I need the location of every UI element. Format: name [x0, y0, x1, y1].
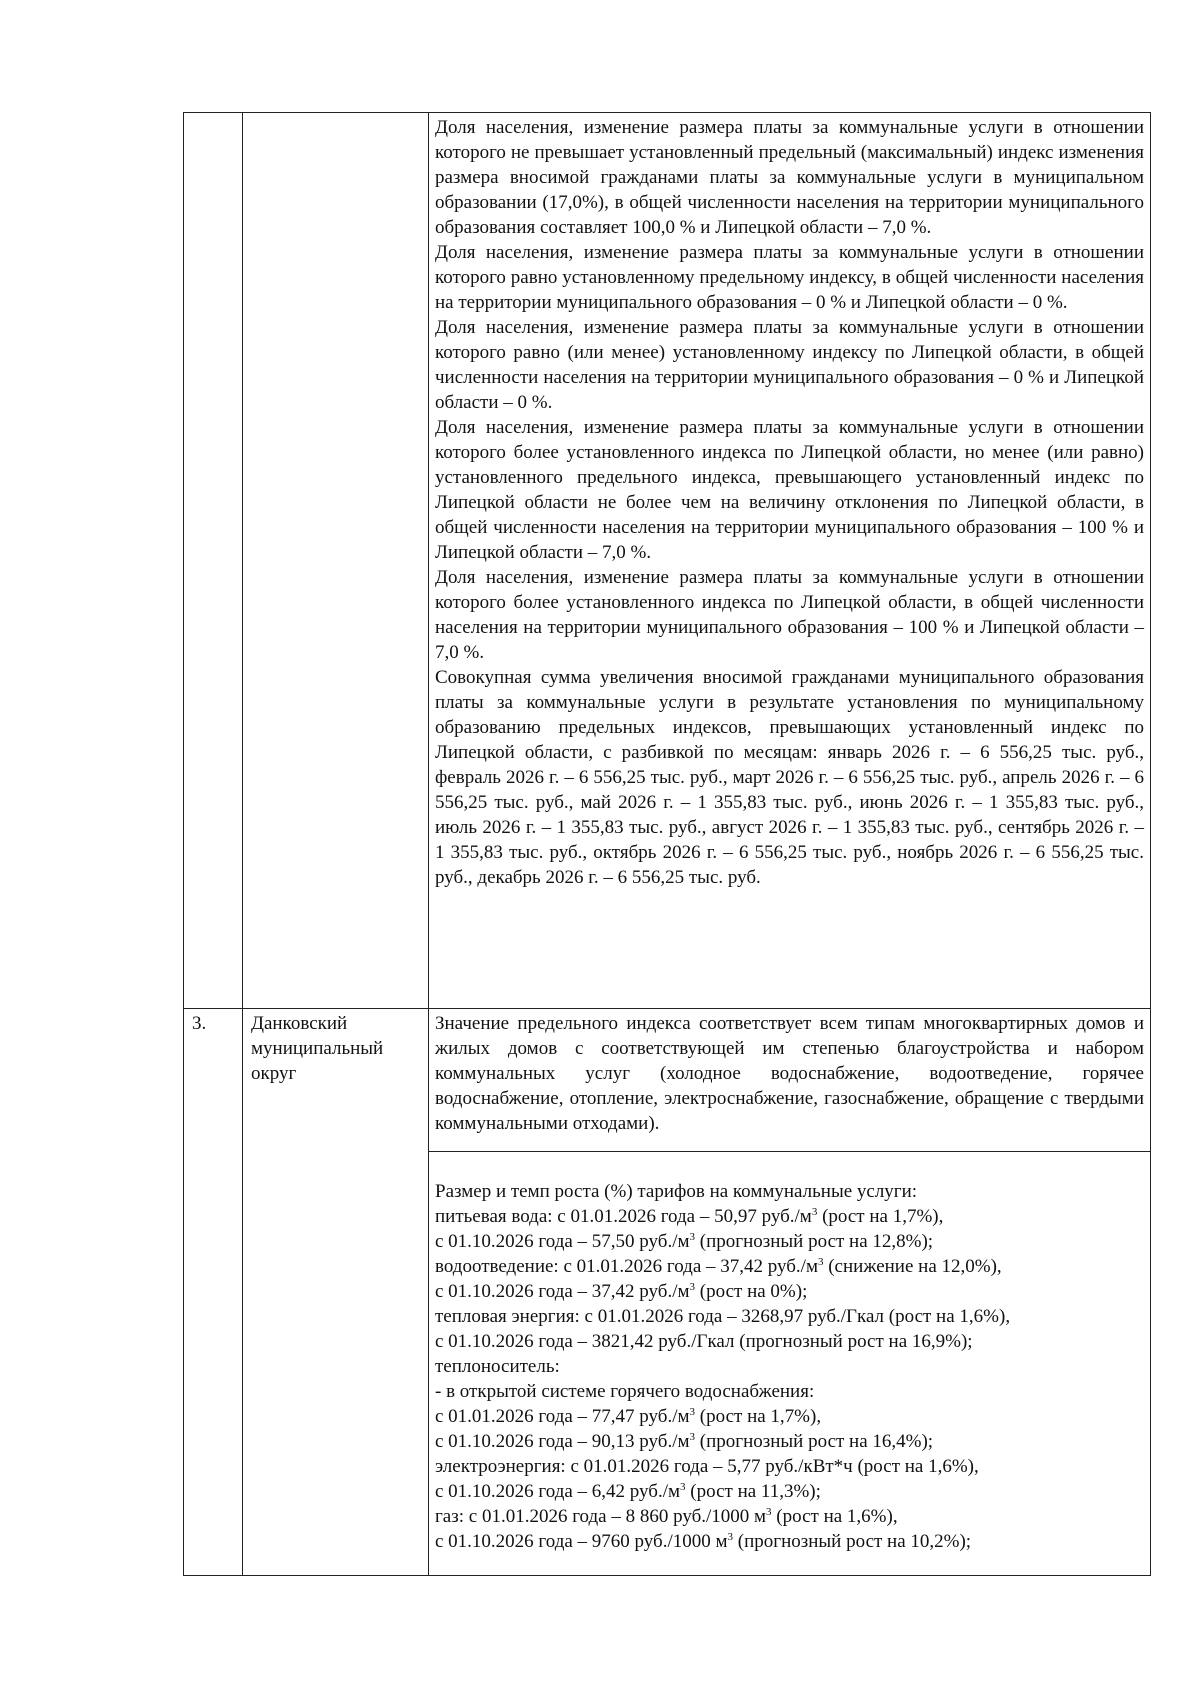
tariff-text: питьевая вода: с 01.01.2026 года – 50,97 руб./м [435, 1206, 812, 1227]
paragraph: Доля населения, изменение размера платы за коммунальные услуги в отношении которого не превышает установленный предельный (максимальный) индекс изменения размера вносимой гражданами платы за коммунальные услуги в муниципальном образовании (17,0%), в общей численности населения на территории муниципального образования составляет 100,0 % и Липецкой области – 7,0 %. [435, 117, 1144, 238]
table-row [184, 113, 1151, 1009]
tariff-text: с 01.10.2026 года – 57,50 руб./м [435, 1231, 690, 1252]
superscript-3: 3 [727, 1531, 734, 1543]
tariff-text: (прогнозный рост на 10,2%); [733, 1531, 972, 1552]
tariff-line [435, 1504, 1144, 1529]
tariff-cell [429, 1152, 1151, 1576]
superscript-3: 3 [680, 1481, 686, 1493]
municipality-name: Данковский муниципальный округ [251, 1013, 384, 1084]
tariff-text: (снижение на 12,0%), [823, 1256, 1002, 1277]
superscript-3: 3 [689, 1231, 696, 1243]
row-number-cell [184, 113, 243, 1009]
paragraph: Доля населения, изменение размера платы за коммунальные услуги в отношении которого равно установленному предельному индексу, в общей численности населения на территории муниципального образования – 0 % и Липецкой области – 0 %. [435, 242, 1144, 313]
tariff-text: с 01.10.2026 года – 9760 руб./1000 м [435, 1531, 728, 1552]
tariff-text: с 01.01.2026 года – 77,47 руб./м [435, 1406, 690, 1427]
tariff-line [435, 1429, 1144, 1454]
tariff-text: газ: с 01.01.2026 года – 8 860 руб./1000 м [435, 1506, 767, 1527]
tariff-line [435, 1529, 1144, 1554]
row-name-cell [243, 113, 429, 1009]
tariff-text: с 01.10.2026 года – 90,13 руб./м [435, 1431, 690, 1452]
row-number-cell [184, 1009, 243, 1576]
blank-line [435, 1154, 1144, 1179]
superscript-3: 3 [689, 1431, 696, 1443]
superscript-3: 3 [811, 1206, 818, 1218]
superscript-3: 3 [766, 1506, 772, 1518]
row-number: 3. [192, 1013, 207, 1034]
paragraph: Доля населения, изменение размера платы за коммунальные услуги в отношении которого более установленного индекса по Липецкой области, в общей численности населения на территории муниципального образования – 100 % и Липецкой области – 7,0 %. [435, 567, 1144, 663]
tariff-line: электроэнергия: с 01.01.2026 года – 5,77 руб./кВт*ч (рост на 1,6%), [435, 1456, 979, 1477]
tariff-line: - в открытой системе горячего водоснабжения: [435, 1381, 815, 1402]
paragraph: Доля населения, изменение размера платы за коммунальные услуги в отношении которого равно (или менее) установленному индексу по Липецкой области, в общей численности населения на территории муниципального образования – 0 % и Липецкой области – 0 %. [435, 317, 1144, 413]
paragraph: Доля населения, изменение размера платы за коммунальные услуги в отношении которого более установленного индекса по Липецкой области, но менее (или равно) установленного предельного индекса, превышающего установленный индекс по Липецкой области не более чем на величину отклонения по Липецкой области, в общей численности населения на территории муниципального образования – 100 % и Липецкой области – 7,0 %. [435, 417, 1144, 563]
tariff-line [435, 1279, 1144, 1304]
index-description: Значение предельного индекса соответствует всем типам многоквартирных домов и жилых домов с соответствующей им степенью благоустройства и набором коммунальных услуг (холодное водоснабжение, водоотведение, горячее водоснабжение, отопление, электроснабжение, газоснабжение, обращение с твердыми коммунальными отходами). [435, 1013, 1144, 1134]
tariff-line [435, 1229, 1144, 1254]
row-name-cell [243, 1009, 429, 1576]
tariff-line: теплоноситель: [435, 1356, 560, 1377]
tariff-line: тепловая энергия: с 01.01.2026 года – 3268,97 руб./Гкал (рост на 1,6%), [435, 1306, 1011, 1327]
document-table [183, 112, 1151, 1576]
tariff-line: с 01.10.2026 года – 3821,42 руб./Гкал (прогнозный рост на 16,9%); [435, 1331, 973, 1352]
tariff-text: (прогнозный рост на 12,8%); [695, 1231, 934, 1252]
superscript-3: 3 [689, 1406, 696, 1418]
tariff-line [435, 1404, 1144, 1429]
tariff-text: (рост на 11,3%); [685, 1481, 821, 1502]
tariff-text: (рост на 1,7%), [817, 1206, 944, 1227]
table-row [184, 1009, 1151, 1152]
tariff-line [435, 1204, 1144, 1229]
tariff-line [435, 1479, 1144, 1504]
tariff-text: с 01.10.2026 года – 6,42 руб./м [435, 1481, 681, 1502]
tariff-text: (прогнозный рост на 16,4%); [695, 1431, 934, 1452]
tariff-text: водоотведение: с 01.01.2026 года – 37,42 руб./м [435, 1256, 818, 1277]
tariff-heading: Размер и темп роста (%) тарифов на коммунальные услуги: [435, 1181, 918, 1202]
tariff-text: (рост на 1,6%), [771, 1506, 898, 1527]
tariff-line [435, 1254, 1144, 1279]
paragraph: Совокупная сумма увеличения вносимой гражданами муниципального образования платы за коммунальные услуги в результате установления по муниципальному образованию предельных индексов, превышающих установленный индекс по Липецкой области, с разбивкой по месяцам: январь 2026 г. – 6 556,25 тыс. руб., февраль 2026 г. – 6 556,25 тыс. руб., март 2026 г. – 6 556,25 тыс. руб., апрель 2026 г. – 6 556,25 тыс. руб., май 2026 г. – 1 355,83 тыс. руб., июнь 2026 г. – 1 355,83 тыс. руб., июль 2026 г. – 1 355,83 тыс. руб., август 2026 г. – 1 355,83 тыс. руб., сентябрь 2026 г. – 1 355,83 тыс. руб., октябрь 2026 г. – 6 556,25 тыс. руб., ноябрь 2026 г. – 6 556,25 тыс. руб., декабрь 2026 г. – 6 556,25 тыс. руб. [435, 667, 1144, 888]
superscript-3: 3 [689, 1281, 696, 1293]
tariff-text: (рост на 1,7%), [695, 1406, 822, 1427]
tariff-text: с 01.10.2026 года – 37,42 руб./м [435, 1281, 690, 1302]
row-text-cell [429, 113, 1151, 1009]
row-text-cell [429, 1009, 1151, 1152]
tariff-text: (рост на 0%); [695, 1281, 808, 1302]
superscript-3: 3 [817, 1256, 824, 1268]
